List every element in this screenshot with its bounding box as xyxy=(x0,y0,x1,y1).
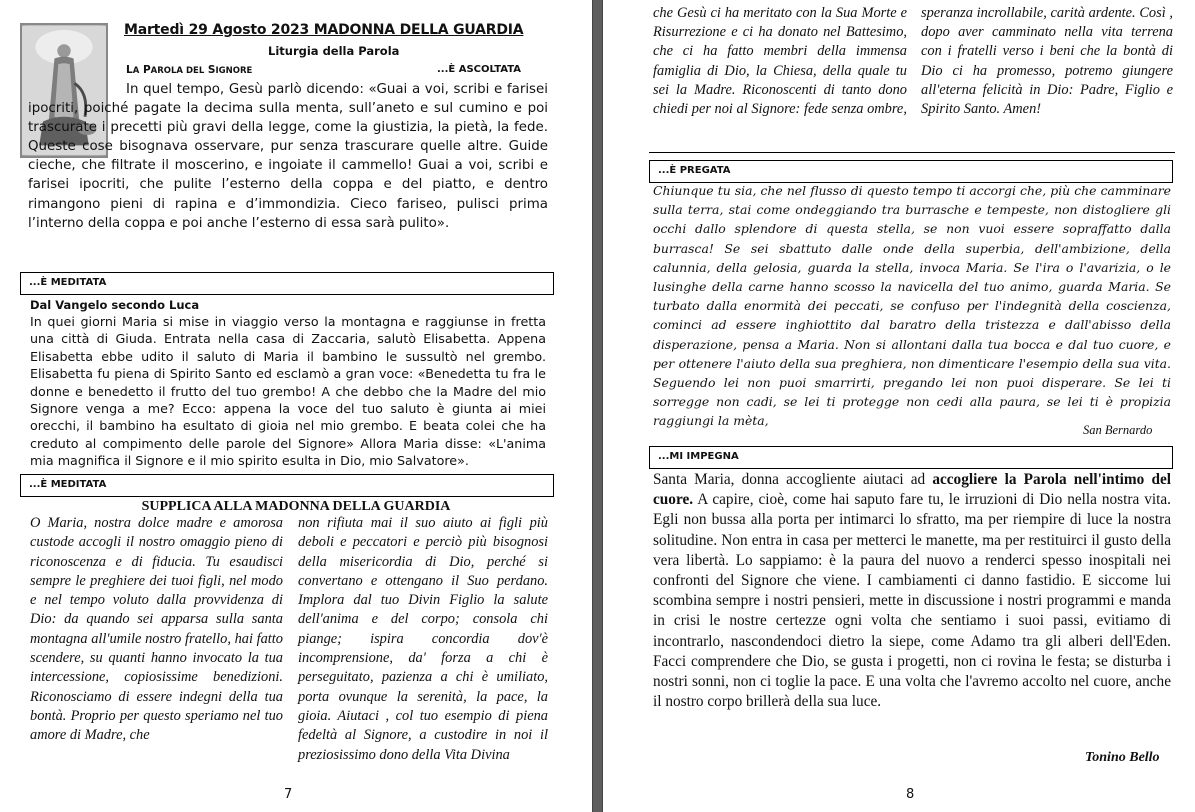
liturgy-subtitle: Liturgia della Parola xyxy=(268,44,400,58)
ascoltata-label: ...È ASCOLTATA xyxy=(437,64,521,75)
page-number-left: 7 xyxy=(284,787,293,802)
divider xyxy=(649,152,1175,153)
impegno-author: Tonino Bello xyxy=(1085,750,1160,765)
right-page xyxy=(603,0,1195,812)
impegno-text: Santa Maria, donna accogliente aiutaci ad accogliere la Parola nell'intimo del cuore. A capire, cioè, come hai saputo fare tu, le irruzioni di Dio nella nostra vita. Egli non bussa alla porta per intimarci lo sfratto, ma per riempire di luce la nostra solitudine. Non entra in casa per metterci le manette, ma per restituirci il gusto della vera libertà. Lo sappiamo: è la paura del nuovo a renderci spesso inospitali nei confronti del Signore che viene. I cambiamenti ci danno fastidio. E siccome lui scombina sempre i nostri pensieri, mette in discussione i nostri programmi e manda in crisi le nostre certezze ogni volta che sentiamo i suoi passi, evitiamo di incontrarlo, nascondendoci dietro la siepe, come Adamo tra gli alberi dell'Eden. Facci comprendere che Dio, se gusta i progetti, non ci rovina le festa; se disturba i nostri sonni, non ci toglie la pace. E una volta che l'avremo accolto nel cuore, anche il nostro corpo brillerà della sua luce. xyxy=(653,471,1171,711)
gospel-text: In quel tempo, Gesù parlò dicendo: «Guai a voi, scribi e farisei ipocriti, poiché pagate la decima sulla menta, sull’aneto e sul cumino e poi trascurate i precetti più gravi della legge, come la giustizia, la pietà, la fede. Queste cose bisognava osservare, pur senza trascurare quelle altre. Guide cieche, che filtrate il moscerino, e ingoiate il cammello! Guai a voi, scribi e farisei ipocriti, che pulite l’esterno della coppa e del piatto, e dentro rimangono pieni di rapina e d’immondizia. Cieco fariseo, pulisci prima l’interno della coppa e poi anche l’esterno di essa sarà pulito». xyxy=(28,82,548,231)
pregata-section-header: ...È PREGATA xyxy=(649,160,1173,183)
vangelo-heading: Dal Vangelo secondo Luca xyxy=(30,298,200,312)
prayer-text: Chiunque tu sia, che nel flusso di questo tempo ti accorgi che, più che camminare sulla terra, stai come ondeggiando tra burrasche e tempeste, non distogliere gli occhi dallo splendore di questa stella, se non vuoi essere sopraffatto dalla burrasca! Se sei sbattuto dalle onde della superbia, dell'ambizione, della calunnia, della gelosia, guarda la stella, invoca Maria. Se l'ira o l'avarizia, o le lusinghe della carne hanno scosso la navicella del tuo animo, guarda Maria. Se turbato dalla enormità dei peccati, se confuso per l'indegnità della coscienza, cominci ad essere inghiottito dal baratro della tristezza e dall'abisso della disperazione, pensa a Maria. Non si allontani dalla tua bocca e dal tuo cuore, e per ottenere l'aiuto della sua preghiera, non dimenticare l'esempio della sua vita. Seguendo lei non puoi smarrirti, pregando lei non puoi disperare. Se lei ti sorregge non cadi, se lei ti protegge non cedi alla paura, se lei ti è propizia raggiungi la mèta, xyxy=(653,183,1171,429)
impegna-section-header: ...MI IMPEGNA xyxy=(649,446,1173,469)
parola-heading: LA PAROLA DEL SIGNORE xyxy=(126,64,253,76)
prayer-author: San Bernardo xyxy=(1083,423,1153,437)
page-gutter xyxy=(592,0,603,812)
meditata-section-header-2: ...È MEDITATA xyxy=(20,474,554,497)
supplica-column-1: O Maria, nostra dolce madre e amorosa custode accogli il nostro omaggio pieno di riconoscenza e di fiducia. Tu esaudisci sempre le preghiere dei tuoi figli, nel modo e nel tempo voluto dalla provvidenza di Dio: da quando sei apparsa sulla santa montagna all'umile nostro fratello, hai fatto scendere, su quanti hanno invocato la tua intercessione, copiosissime benedizioni. Riconosciamo di essere indegni della tua bontà. Proprio per questo speriamo nel tuo amore di Madre, che xyxy=(30,515,283,744)
page-number-right: 8 xyxy=(906,787,915,802)
page-title: Martedì 29 Agosto 2023 MADONNA DELLA GUARDIA xyxy=(124,22,524,38)
vangelo-text: In quei giorni Maria si mise in viaggio verso la montagna e raggiunse in fretta una città di Giuda. Entrata nella casa di Zaccaria, salutò Elisabetta. Appena Elisabetta ebbe udito il saluto di Maria il bambino le sussultò nel grembo. Elisabetta fu piena di Spirito Santo ed esclamò a gran voce: «Benedetta tu fra le donne e benedetto il frutto del tuo grembo! A che debbo che la Madre del mio Signore venga a me? Ecco: appena la voce del tuo saluto è giunta ai miei orecchi, il bambino ha esultato di gioia nel mio grembo. E beata colei che ha creduto al compimento delle parole del Signore» Allora Maria disse: «L'anima mia magnifica il Signore e il mio spirito esulta in Dio, mio Salvatore». xyxy=(30,314,546,469)
supplica-column-2: non rifiuta mai il suo aiuto ai figli più deboli e peccatori e perciò più bisognosi della misericordia di Dio, perché si convertano e ottengano il Suo perdano. Implora dal tuo Divin Figlio la salute dell'anima e del corpo; consola chi piange; ispira concordia dov'è incomprensione, da' forza a chi è perseguitato, pazienza a chi è umiliato, porta ovunque la serenità, la pace, la gioia. Aiutaci , col tuo esempio di piena fedeltà al Signore, a custodire in noi il preziosissimo dono della Vita Divina xyxy=(298,515,548,763)
left-page xyxy=(0,0,592,812)
meditata-section-header: ...È MEDITATA xyxy=(20,272,554,295)
supplica-title: SUPPLICA ALLA MADONNA DELLA GUARDIA xyxy=(141,499,451,514)
supplica-continued-column-2: speranza incrollabile, carità ardente. Così , dopo aver camminato nella vita terrena con i fratelli verso i beni che la bontà di Dio ci ha promesso, potremo giungere all'eterna felicità in Dio: Padre, Figlio e Spirito Santo. Amen! xyxy=(921,5,1173,118)
supplica-continued-column-1: che Gesù ci ha meritato con la Sua Morte e Risurrezione e ci ha donato nel Battesimo, che ci ha fatto membri della immensa famiglia di Dio, la Chiesa, della quale tu sei la Madre. Riconoscenti di tanto dono chiedi per noi al Signore: fede senza ombre, xyxy=(653,5,907,118)
